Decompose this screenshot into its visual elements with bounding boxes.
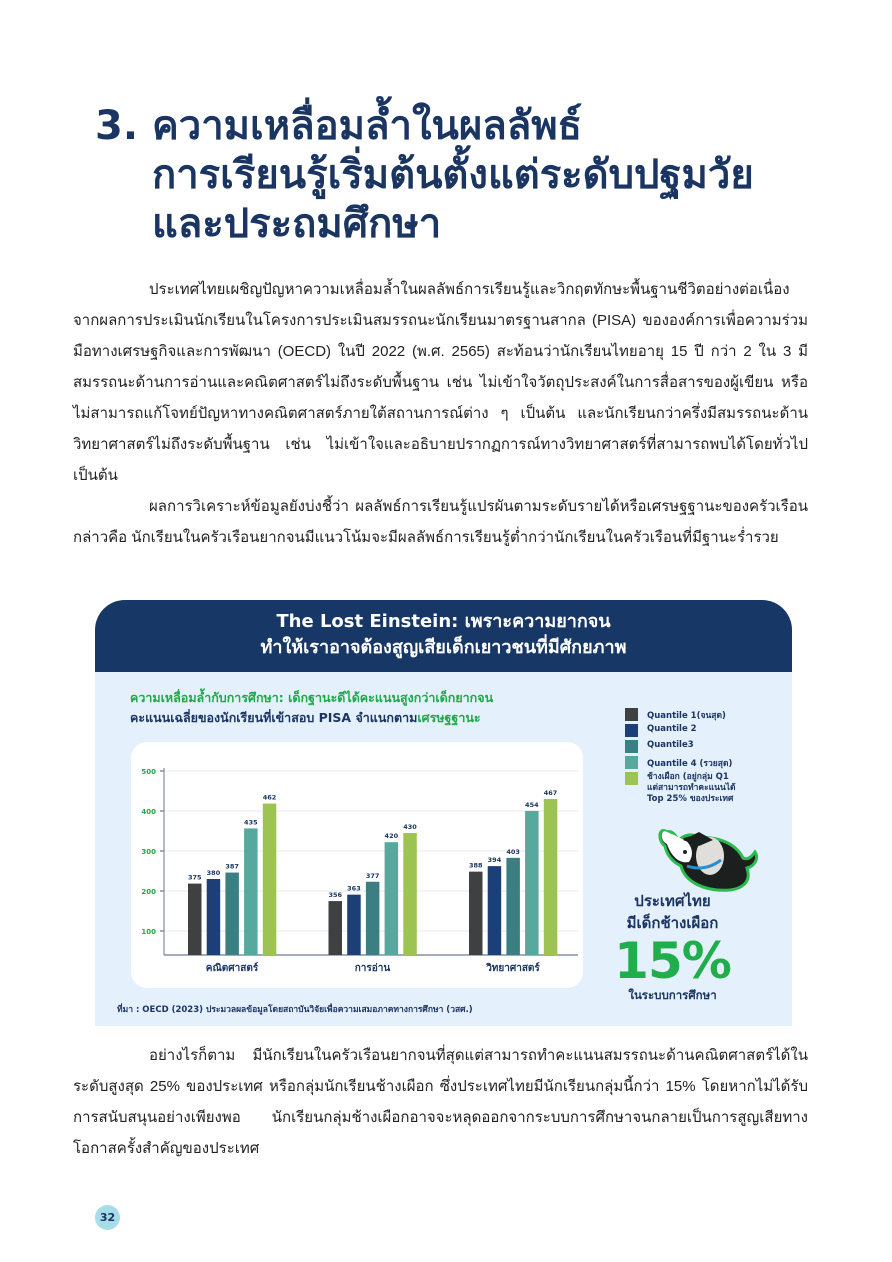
bar-value-label: 430 <box>403 823 417 831</box>
bar-value-label: 454 <box>525 800 539 809</box>
infographic-panel <box>95 600 792 1026</box>
bar-value-label: 403 <box>506 847 520 856</box>
bar-value-label: 394 <box>487 856 502 865</box>
bar-value-label: 388 <box>468 861 483 870</box>
bar <box>525 811 539 955</box>
bar-value-label: 363 <box>347 884 361 893</box>
body-text-top <box>73 274 808 553</box>
paragraph: ผลการวิเคราะห์ข้อมูลยังบ่งชี้ว่า ผลลัพธ์การเรียนรู้แปรผันตามระดับรายได้หรือเศรษฐฐานะของครัวเรือน กล่าวคือ นักเรียนในครัวเรือนยากจนมีแนวโน้มจะมีผลลัพธ์การเรียนรู้ต่ำกว่านักเรียนในครัวเรือนที่มีฐานะร่ำรวย <box>73 498 808 546</box>
chart-title: ความเหลื่อมล้ำกับการศึกษา: เด็กฐานะดีได้คะแนนสูงกว่าเด็กยากจน <box>130 690 494 705</box>
bar <box>188 884 202 955</box>
section-heading <box>95 102 754 249</box>
header-line: ทำให้เราอาจต้องสูญเสียเด็กเยาวชนที่มีศักยภาพ <box>260 637 627 658</box>
x-category-label: การอ่าน <box>354 963 391 974</box>
y-tick-label: 400 <box>141 808 156 816</box>
chart-card <box>131 742 583 988</box>
legend-item <box>625 708 742 724</box>
legend-item <box>625 772 742 805</box>
bar-chart <box>131 742 583 988</box>
bar-value-label: 435 <box>244 818 258 827</box>
callout-percent: 15% <box>614 932 731 990</box>
heading-line: การเรียนรู้เริ่มต้นตั้งแต่ระดับปฐมวัย <box>152 152 754 198</box>
infographic-header <box>95 600 792 672</box>
white-elephant-callout <box>605 890 740 1002</box>
legend-swatch <box>625 724 638 737</box>
chart-subtitle <box>130 708 493 728</box>
bar <box>488 866 502 955</box>
section-number: 3. <box>95 103 139 149</box>
legend-swatch <box>625 756 638 769</box>
bar <box>244 828 258 955</box>
legend-item <box>625 724 742 740</box>
bar-value-label: 380 <box>206 869 221 877</box>
bar <box>347 895 361 955</box>
bar <box>225 873 239 955</box>
chart-subtitle-text: คะแนนเฉลี่ยของนักเรียนที่เข้าสอบ PISA จำแนกตาม <box>130 710 418 725</box>
legend-label: ช้างเผือก (อยู่กลุ่ม Q1 แต่สามารถทำคะแนนได้ Top 25% ของประเทศ <box>647 772 736 804</box>
heading-line: และประถมศึกษา <box>152 201 442 247</box>
legend-label: Quantile 2 <box>647 724 697 734</box>
callout-line: มีเด็กช้างเผือก <box>626 914 719 932</box>
chart-legend <box>625 708 742 805</box>
bar <box>366 882 380 955</box>
y-tick-label: 300 <box>141 848 156 856</box>
bar-value-label: 420 <box>384 832 399 841</box>
header-line: The Lost Einstein: เพราะความยากจน <box>276 611 611 632</box>
bar <box>263 804 277 955</box>
callout-line: ประเทศไทย <box>634 892 711 910</box>
y-tick-label: 100 <box>141 928 156 936</box>
body-text-bottom <box>73 1040 808 1164</box>
legend-item <box>625 740 742 756</box>
paragraph: ประเทศไทยเผชิญปัญหาความเหลื่อมล้ำในผลลัพธ์การเรียนรู้และวิกฤตทักษะพื้นฐานชีวิตอย่างต่อเนื่อง จากผลการประเมินนักเรียนในโครงการประเมินสมรรถนะนักเรียนมาตรฐานสากล (PISA) ขององค์การเพื่อความร่วมมือทางเศรษฐกิจและการพัฒนา (OECD) ในปี 2022 (พ.ศ. 2565) สะท้อนว่านักเรียนไทยอายุ 15 ปี กว่า 2 ใน 3 มีสมรรถนะด้านการอ่านและคณิตศาสตร์ไม่ถึงระดับพื้นฐาน เช่น ไม่เข้าใจวัตถุประสงค์ในการสื่อสารของผู้เขียน หรือไม่สามารถแก้โจทย์ปัญหาทางคณิตศาสตร์ภายใต้สถานการณ์ต่าง ๆ เป็นต้น และนักเรียนกว่าครึ่งมีสมรรถนะด้านวิทยาศาสตร์ไม่ถึงระดับพื้นฐาน เช่น ไม่เข้าใจและอธิบายปรากฏการณ์ทางวิทยาศาสตร์ที่สามารถพบได้โดยทั่วไป เป็นต้น <box>73 281 808 484</box>
bar-value-label: 377 <box>365 871 380 880</box>
x-category-label: วิทยาศาสตร์ <box>486 963 540 974</box>
source-note: ที่มา : OECD (2023) ประมวลผลข้อมูลโดยสถาบันวิจัยเพื่อความเสมอภาคทางการศึกษา (วสศ.) <box>117 1005 473 1015</box>
paragraph: อย่างไรก็ตาม มีนักเรียนในครัวเรือนยากจนที่สุดแต่สามารถทำคะแนนสมรรถนะด้านคณิตศาสตร์ได้ในระดับสูงสุด 25% ของประเทศ หรือกลุ่มนักเรียนช้างเผือก ซึ่งประเทศไทยมีนักเรียนกลุ่มนี้กว่า 15% โดยหากไม่ได้รับการสนับสนุนอย่างเพียงพอ นักเรียนกลุ่มช้างเผือกอาจจะหลุดออกจากระบบการศึกษาจนกลายเป็นการสูญเสียทางโอกาสครั้งสำคัญของประเทศ <box>73 1047 808 1157</box>
bar-value-label: 467 <box>543 788 558 797</box>
y-tick-label: 500 <box>141 768 156 776</box>
x-category-label: คณิตศาสตร์ <box>205 963 259 974</box>
bar <box>469 872 483 955</box>
bar <box>385 842 399 955</box>
bar <box>403 833 417 955</box>
chart-subtitle-highlight: เศรษฐฐานะ <box>417 710 481 725</box>
callout-line: ในระบบการศึกษา <box>628 988 717 1002</box>
bar <box>506 858 520 955</box>
legend-swatch <box>625 772 638 785</box>
bar <box>329 901 343 955</box>
bar-value-label: 375 <box>187 873 202 882</box>
legend-item <box>625 756 742 772</box>
heading-line: ความเหลื่อมล้ำในผลลัพธ์ <box>152 103 583 149</box>
chart-title-block <box>130 688 493 728</box>
legend-label: Quantile 4 (รวยสุด) <box>647 759 733 769</box>
bar <box>207 879 221 955</box>
legend-swatch <box>625 708 638 721</box>
y-tick-label: 200 <box>141 888 156 896</box>
bar-value-label: 462 <box>262 793 277 802</box>
bar-value-label: 387 <box>225 862 239 871</box>
bar-value-label: 356 <box>328 891 343 900</box>
page-number: 32 <box>95 1205 120 1230</box>
bar <box>544 799 558 955</box>
legend-label: Quantile3 <box>647 740 694 750</box>
legend-label: Quantile 1(จนสุด) <box>647 711 726 721</box>
legend-swatch <box>625 740 638 753</box>
